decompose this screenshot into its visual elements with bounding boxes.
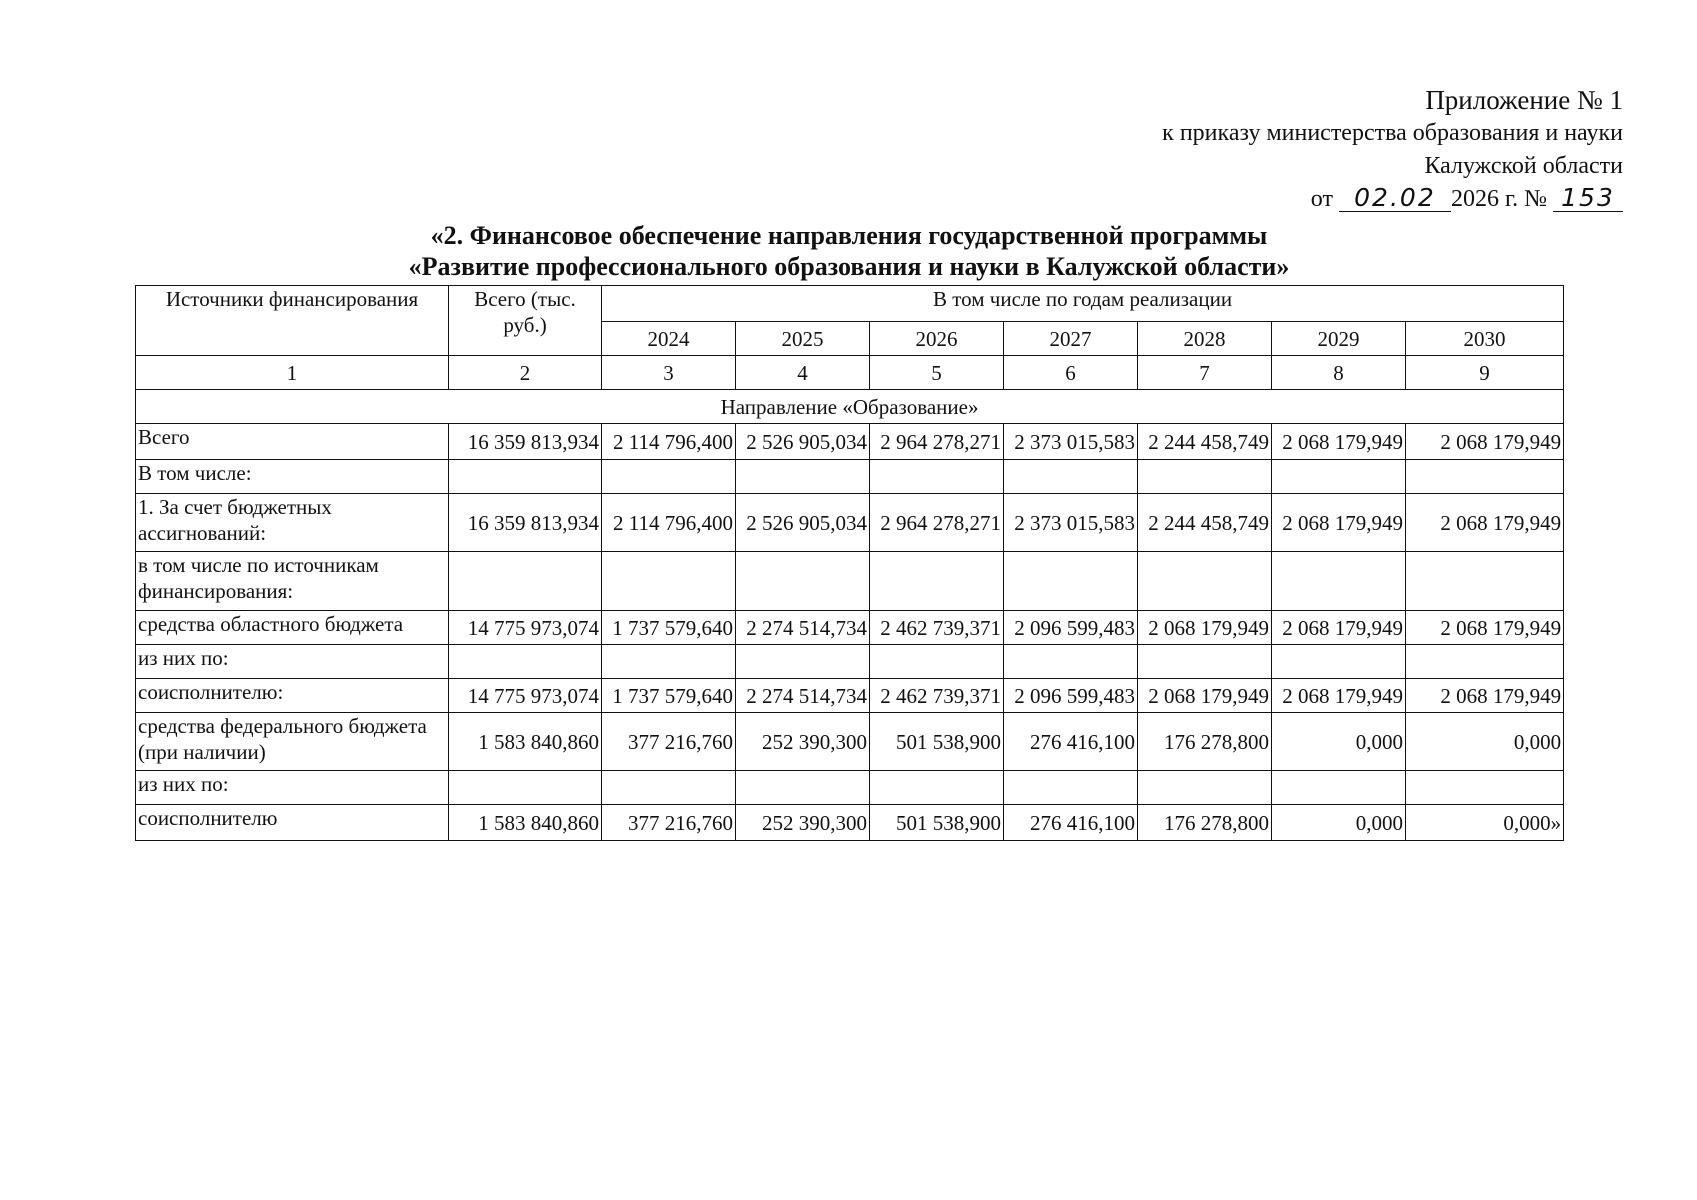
value-cell: [1004, 645, 1138, 679]
value-cell: 0,000: [1272, 713, 1406, 771]
value-cell: 2 068 179,949: [1406, 679, 1564, 713]
value-cell: [1138, 771, 1272, 805]
value-cell: [449, 771, 602, 805]
value-cell: 2 964 278,271: [870, 424, 1004, 460]
value-cell: [870, 552, 1004, 611]
value-cell: [602, 460, 736, 494]
column-number: 8: [1272, 356, 1406, 390]
value-cell: 276 416,100: [1004, 805, 1138, 841]
row-label: средства федерального бюджета (при наличии): [136, 713, 449, 771]
column-number: 7: [1138, 356, 1272, 390]
value-cell: [602, 645, 736, 679]
header-year: 2024: [602, 322, 736, 356]
column-number: 4: [736, 356, 870, 390]
document-title: [136, 220, 1562, 282]
value-cell: 2 373 015,583: [1004, 494, 1138, 552]
value-cell: 2 526 905,034: [736, 424, 870, 460]
region-name: Калужской области: [1424, 153, 1623, 179]
value-cell: 2 274 514,734: [736, 611, 870, 645]
value-cell: 176 278,800: [1138, 713, 1272, 771]
value-cell: [1406, 771, 1564, 805]
value-cell: [1272, 552, 1406, 611]
value-cell: 2 244 458,749: [1138, 424, 1272, 460]
order-date-line: [1162, 183, 1623, 216]
value-cell: [870, 460, 1004, 494]
value-cell: 252 390,300: [736, 805, 870, 841]
value-cell: [736, 552, 870, 611]
value-cell: 501 538,900: [870, 805, 1004, 841]
value-cell: 176 278,800: [1138, 805, 1272, 841]
handwritten-order-number: 153: [1553, 185, 1623, 212]
row-label: 1. За счет бюджетных ассигнований:: [136, 494, 449, 552]
value-cell: 276 416,100: [1004, 713, 1138, 771]
value-cell: 2 462 739,371: [870, 611, 1004, 645]
column-number: 3: [602, 356, 736, 390]
order-year: 2026 г. №: [1450, 186, 1547, 212]
value-cell: [449, 645, 602, 679]
value-cell: 2 068 179,949: [1406, 494, 1564, 552]
header-total: Всего (тыс. руб.): [449, 286, 602, 356]
value-cell: 2 244 458,749: [1138, 494, 1272, 552]
value-cell: 2 964 278,271: [870, 494, 1004, 552]
header-year: 2027: [1004, 322, 1138, 356]
table-row: [136, 771, 1564, 805]
value-cell: [736, 645, 870, 679]
value-cell: 2 096 599,483: [1004, 611, 1138, 645]
value-cell: [1004, 771, 1138, 805]
value-cell: [870, 771, 1004, 805]
value-cell: [449, 552, 602, 611]
value-cell: 2 068 179,949: [1272, 494, 1406, 552]
row-label: соисполнителю:: [136, 679, 449, 713]
table-row: [136, 679, 1564, 713]
value-cell: 1 737 579,640: [602, 679, 736, 713]
date-prefix: от: [1310, 186, 1333, 212]
table-row: [136, 552, 1564, 611]
value-cell: 501 538,900: [870, 713, 1004, 771]
table-row: [136, 424, 1564, 460]
appendix-number: Приложение № 1: [1425, 85, 1623, 115]
value-cell: 2 068 179,949: [1272, 611, 1406, 645]
value-cell: [1272, 645, 1406, 679]
header-year: 2025: [736, 322, 870, 356]
table-row: [136, 805, 1564, 841]
value-cell: [1138, 645, 1272, 679]
column-number: 6: [1004, 356, 1138, 390]
value-cell: [602, 552, 736, 611]
value-cell: [736, 771, 870, 805]
value-cell: 0,000: [1406, 713, 1564, 771]
table-row: [136, 460, 1564, 494]
header-years-group: В том числе по годам реализации: [602, 286, 1564, 322]
title-line-2: «Развитие профессионального образования и науки в Калужской области»: [408, 252, 1290, 281]
value-cell: [1004, 460, 1138, 494]
column-number-row: [136, 356, 1564, 390]
value-cell: [1406, 460, 1564, 494]
row-label: средства областного бюджета: [136, 611, 449, 645]
table-row: [136, 713, 1564, 771]
value-cell: 2 068 179,949: [1138, 679, 1272, 713]
value-cell: [1138, 552, 1272, 611]
section-title: Направление «Образование»: [136, 390, 1564, 424]
value-cell: 2 068 179,949: [1138, 611, 1272, 645]
value-cell: 252 390,300: [736, 713, 870, 771]
appendix-header: [1162, 84, 1623, 216]
value-cell: 2 114 796,400: [602, 424, 736, 460]
value-cell: 2 462 739,371: [870, 679, 1004, 713]
value-cell: [1138, 460, 1272, 494]
handwritten-date: 02.02: [1339, 185, 1451, 212]
value-cell: 377 216,760: [602, 805, 736, 841]
value-cell: 14 775 973,074: [449, 611, 602, 645]
value-cell: [736, 460, 870, 494]
value-cell: [1272, 771, 1406, 805]
value-cell: [1406, 645, 1564, 679]
table-row: [136, 611, 1564, 645]
value-cell: 2 068 179,949: [1272, 424, 1406, 460]
row-label: из них по:: [136, 645, 449, 679]
value-cell: 2 114 796,400: [602, 494, 736, 552]
column-number: 9: [1406, 356, 1564, 390]
value-cell: [1406, 552, 1564, 611]
value-cell: [870, 645, 1004, 679]
value-cell: [602, 771, 736, 805]
value-cell: 2 068 179,949: [1272, 679, 1406, 713]
header-year: 2030: [1406, 322, 1564, 356]
value-cell: 2 068 179,949: [1406, 611, 1564, 645]
column-number: 2: [449, 356, 602, 390]
value-cell: 377 216,760: [602, 713, 736, 771]
header-year: 2026: [870, 322, 1004, 356]
value-cell: 2 274 514,734: [736, 679, 870, 713]
value-cell: 2 068 179,949: [1406, 424, 1564, 460]
row-label: В том числе:: [136, 460, 449, 494]
value-cell: 2 373 015,583: [1004, 424, 1138, 460]
value-cell: 1 737 579,640: [602, 611, 736, 645]
value-cell: [1004, 552, 1138, 611]
value-cell: 16 359 813,934: [449, 424, 602, 460]
value-cell: 14 775 973,074: [449, 679, 602, 713]
header-sources: Источники финансирования: [136, 286, 449, 356]
row-label: соисполнителю: [136, 805, 449, 841]
financing-table: [135, 285, 1564, 841]
order-reference: к приказу министерства образования и науки: [1162, 120, 1623, 146]
table-row: [136, 494, 1564, 552]
value-cell: [1272, 460, 1406, 494]
value-cell: 1 583 840,860: [449, 805, 602, 841]
title-line-1: «2. Финансовое обеспечение направления государственной программы: [430, 221, 1268, 250]
header-year: 2028: [1138, 322, 1272, 356]
value-cell: 1 583 840,860: [449, 713, 602, 771]
table-row: [136, 645, 1564, 679]
header-year: 2029: [1272, 322, 1406, 356]
value-cell: 16 359 813,934: [449, 494, 602, 552]
column-number: 1: [136, 356, 449, 390]
value-cell: 2 096 599,483: [1004, 679, 1138, 713]
row-label: в том числе по источникам финансирования:: [136, 552, 449, 611]
value-cell: 0,000»: [1406, 805, 1564, 841]
row-label: Всего: [136, 424, 449, 460]
row-label: из них по:: [136, 771, 449, 805]
column-number: 5: [870, 356, 1004, 390]
value-cell: 0,000: [1272, 805, 1406, 841]
value-cell: 2 526 905,034: [736, 494, 870, 552]
value-cell: [449, 460, 602, 494]
